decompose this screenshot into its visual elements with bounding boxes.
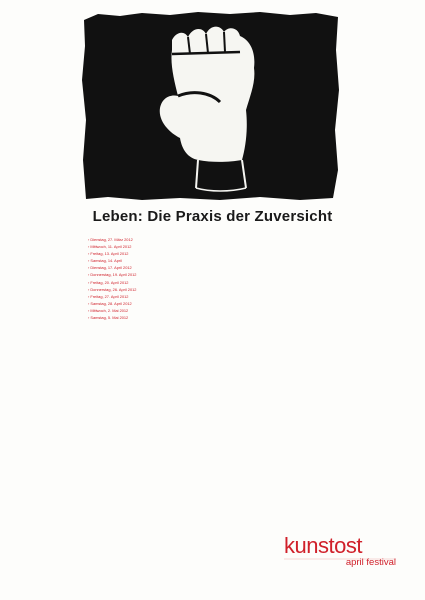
event-entry [88,295,278,300]
event-entry [88,245,278,250]
event-entry [88,273,278,278]
event-date: › Dienstag, 27. März 2012 [88,237,133,242]
event-entry [88,316,278,321]
event-entry [88,288,278,293]
event-entry [88,252,278,257]
kunstost-logo [282,533,398,579]
event-date: › Samstag, 28. April 2012 [88,300,132,306]
poster-title: Leben: Die Praxis der Zuversicht [92,208,333,225]
event-entry [88,302,278,307]
event-entry [88,238,278,243]
event-program [88,238,278,323]
event-date: › Mittwoch, 11. April 2012 [88,244,132,250]
logo-subtitle: april festival [345,557,396,568]
event-entry [88,309,278,314]
event-entry [88,266,278,271]
event-entry [88,259,278,264]
event-date: › Donnerstag, 19. April 2012 [88,272,137,278]
event-date: › Samstag, 14. April [88,258,122,264]
event-date: › Freitag, 13. April 2012 [88,251,129,257]
event-date: › Samstag, 5. Mai 2012 [88,315,129,321]
event-entry [88,281,278,286]
event-date: › Mittwoch, 2. Mai 2012 [88,307,129,313]
event-date: › Freitag, 20. April 2012 [88,279,129,285]
logo-wordmark: kunstost [284,533,362,558]
event-date: › Dienstag, 17. April 2012 [88,265,132,271]
event-date: › Donnerstag, 26. April 2012 [88,286,137,292]
event-date: › Freitag, 27. April 2012 [88,293,129,299]
fist-illustration [80,10,342,202]
